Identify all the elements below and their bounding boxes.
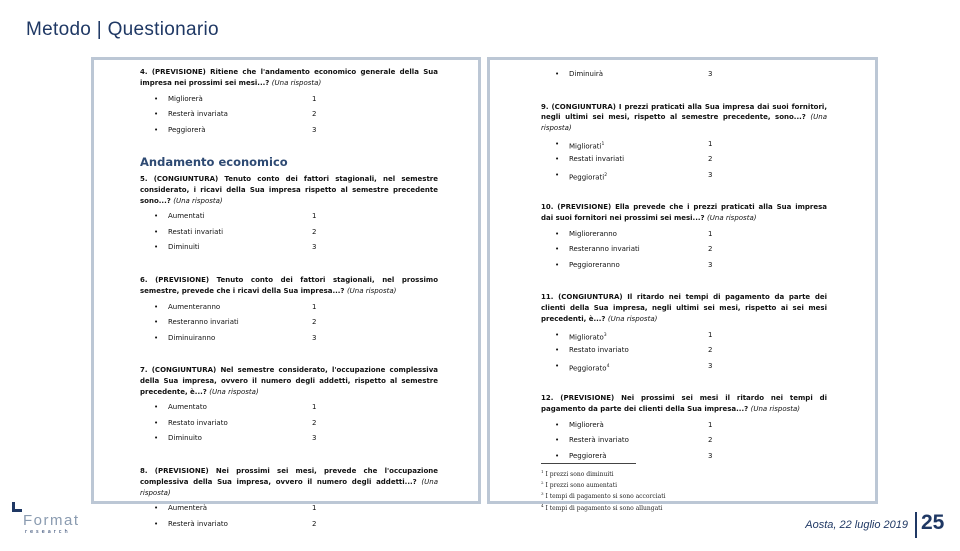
answer-option bbox=[140, 209, 438, 225]
option-text: Resteranno invariati bbox=[168, 318, 239, 327]
option-code: 3 bbox=[708, 70, 713, 78]
bullet-icon: • bbox=[154, 243, 159, 252]
option-label bbox=[168, 315, 239, 331]
bullet-icon: • bbox=[555, 260, 560, 269]
question-text bbox=[541, 202, 827, 224]
answer-options bbox=[541, 67, 827, 83]
option-text: Resterà invariato bbox=[569, 436, 629, 445]
option-label bbox=[168, 431, 202, 447]
option-text: Peggioreranno bbox=[569, 260, 620, 269]
option-code: 2 bbox=[708, 346, 713, 355]
option-code: 1 bbox=[312, 212, 317, 221]
logo-word: Format bbox=[23, 512, 80, 529]
option-code: 1 bbox=[312, 403, 317, 412]
footnote bbox=[541, 468, 666, 479]
bullet-icon: • bbox=[555, 139, 560, 148]
bullet-icon: • bbox=[555, 436, 560, 445]
option-code: 3 bbox=[708, 361, 713, 370]
option-label bbox=[168, 240, 200, 256]
question-text bbox=[541, 102, 827, 134]
option-label bbox=[569, 242, 640, 258]
question-label: 7. (CONGIUNTURA) Nel semestre considerato, l'occupazione complessiva della Sua impresa, ovvero il numero degli addetti, rispetto al semestre precedente, è...? bbox=[140, 366, 438, 396]
option-text: Resterà invariata bbox=[168, 110, 228, 119]
answer-option bbox=[541, 328, 827, 344]
option-text: Peggiorati bbox=[569, 173, 605, 182]
answer-option bbox=[140, 107, 438, 123]
footnote-text: I prezzi sono aumentati bbox=[545, 482, 618, 490]
bullet-icon: • bbox=[555, 245, 560, 254]
option-text: Migliorato bbox=[569, 333, 604, 342]
section-heading: Andamento economico bbox=[140, 155, 288, 170]
questionnaire-page-right bbox=[487, 57, 878, 512]
answer-options bbox=[140, 400, 438, 447]
option-text: Migliorati bbox=[569, 142, 602, 151]
answer-options bbox=[541, 227, 827, 274]
bullet-icon: • bbox=[154, 318, 159, 327]
answer-instruction: (Una risposta) bbox=[209, 387, 259, 396]
option-label bbox=[569, 258, 620, 274]
option-label bbox=[569, 152, 624, 168]
bullet-icon: • bbox=[154, 212, 159, 221]
answer-instruction: (Una risposta) bbox=[707, 214, 757, 223]
question-text bbox=[140, 275, 438, 297]
option-text: Resteranno invariati bbox=[569, 245, 640, 254]
question-label: 12. (PREVISIONE) Nei prossimi sei mesi il ritardo nei tempi di pagamento da parte dei clienti della Sua impresa...? bbox=[541, 394, 827, 414]
option-code: 2 bbox=[312, 418, 317, 427]
question-block bbox=[541, 292, 827, 374]
logo-subtitle: research bbox=[25, 529, 71, 535]
question-block bbox=[140, 67, 438, 138]
option-text: Restato invariato bbox=[569, 346, 629, 355]
answer-option bbox=[541, 433, 827, 449]
option-code: 3 bbox=[312, 333, 317, 342]
question-text bbox=[541, 393, 827, 415]
answer-option bbox=[140, 431, 438, 447]
option-code: 1 bbox=[312, 504, 317, 513]
answer-option bbox=[541, 418, 827, 434]
bullet-icon: • bbox=[154, 302, 159, 311]
footnote-ref: 1 bbox=[601, 141, 605, 147]
question-block bbox=[140, 275, 438, 346]
option-code: 3 bbox=[312, 125, 317, 134]
bullet-icon: • bbox=[555, 451, 560, 460]
question-label: 9. (CONGIUNTURA) I prezzi praticati alla Sua impresa dai suoi fornitori, negli ultimi sei mesi, rispetto al semestre precedente, sono...? bbox=[541, 102, 827, 122]
bullet-icon: • bbox=[555, 346, 560, 355]
footnote-divider bbox=[541, 463, 636, 464]
answer-option bbox=[140, 501, 438, 517]
option-code: 2 bbox=[708, 245, 713, 254]
answer-option bbox=[140, 300, 438, 316]
answer-option bbox=[541, 137, 827, 153]
footnote-ref: 3 bbox=[603, 332, 607, 338]
option-label bbox=[168, 123, 206, 139]
left-page-content bbox=[140, 67, 438, 551]
bullet-icon: • bbox=[555, 170, 560, 179]
footer-divider bbox=[915, 512, 917, 538]
option-label bbox=[569, 168, 607, 186]
answer-option bbox=[541, 152, 827, 168]
bullet-icon: • bbox=[154, 434, 159, 443]
bullet-icon: • bbox=[154, 333, 159, 342]
option-code: 1 bbox=[708, 229, 713, 238]
answer-option bbox=[140, 416, 438, 432]
option-code: 2 bbox=[708, 436, 713, 445]
footnotes bbox=[541, 463, 666, 513]
answer-option bbox=[541, 343, 827, 359]
answer-options bbox=[140, 300, 438, 347]
answer-options bbox=[140, 501, 438, 532]
question-block bbox=[140, 174, 438, 256]
option-label bbox=[168, 400, 207, 416]
bullet-icon: • bbox=[555, 155, 560, 164]
answer-option bbox=[541, 67, 827, 83]
option-text: Peggiorato bbox=[569, 364, 607, 373]
option-text: Migliorerà bbox=[569, 420, 604, 429]
answer-option bbox=[541, 258, 827, 274]
answer-option bbox=[140, 225, 438, 241]
option-label bbox=[569, 343, 629, 359]
answer-option bbox=[140, 240, 438, 256]
question-block bbox=[541, 393, 827, 464]
question-block bbox=[140, 466, 438, 532]
answer-option bbox=[541, 227, 827, 243]
option-text: Diminuito bbox=[168, 434, 202, 443]
answer-option bbox=[541, 359, 827, 375]
option-code: 1 bbox=[708, 420, 713, 429]
option-text: Restati invariati bbox=[168, 227, 224, 236]
question-label: 4. (PREVISIONE) Ritiene che l'andamento economico generale della Sua impresa nei prossimi sei mesi...? bbox=[140, 68, 438, 87]
question-text bbox=[140, 67, 438, 89]
answer-instruction: (Una risposta) bbox=[346, 286, 397, 295]
option-text: Aumenterà bbox=[168, 504, 208, 513]
question-text bbox=[541, 292, 827, 324]
option-code: 2 bbox=[312, 227, 317, 236]
bullet-icon: • bbox=[154, 403, 159, 412]
answer-option bbox=[140, 92, 438, 108]
option-code: 1 bbox=[708, 139, 713, 148]
option-code: 1 bbox=[312, 94, 317, 103]
option-text: Diminuiranno bbox=[168, 333, 216, 342]
question-block bbox=[541, 67, 827, 83]
option-label bbox=[168, 501, 207, 517]
bullet-icon: • bbox=[154, 227, 159, 236]
bullet-icon: • bbox=[555, 330, 560, 339]
answer-option bbox=[541, 242, 827, 258]
footnote bbox=[541, 490, 666, 501]
answer-option bbox=[140, 315, 438, 331]
answer-option bbox=[140, 123, 438, 139]
option-text: Diminuiti bbox=[168, 243, 200, 252]
option-label bbox=[168, 92, 203, 108]
footnote-text: I tempi di pagamento si sono allungati bbox=[545, 504, 663, 512]
bullet-icon: • bbox=[154, 125, 159, 134]
option-label bbox=[168, 209, 205, 225]
option-text: Restati invariati bbox=[569, 155, 625, 164]
answer-instruction: (Una risposta) bbox=[140, 477, 438, 497]
logo-mark-base-icon bbox=[12, 509, 22, 512]
option-code: 3 bbox=[312, 434, 317, 443]
answer-options bbox=[541, 418, 827, 465]
option-code: 1 bbox=[708, 330, 713, 339]
option-text: Peggiorerà bbox=[168, 125, 206, 134]
question-label: 10. (PREVISIONE) Ella prevede che i prezzi praticati alla Sua impresa dai suoi fornitori nei prossimi sei mesi...? bbox=[541, 203, 827, 223]
option-code: 2 bbox=[312, 519, 317, 528]
bullet-icon: • bbox=[154, 110, 159, 119]
option-label bbox=[569, 359, 609, 377]
footnote bbox=[541, 479, 666, 490]
footnote-text: I prezzi sono diminuiti bbox=[545, 471, 614, 478]
bullet-icon: • bbox=[154, 418, 159, 427]
bullet-icon: • bbox=[555, 420, 560, 429]
footnote-number: 1 bbox=[541, 469, 544, 474]
question-label: 11. (CONGIUNTURA) Il ritardo nei tempi di pagamento da parte dei clienti della Sua impresa, negli ultimi sei mesi, rispetto ai sei mesi precedenti, è...? bbox=[541, 293, 827, 324]
answer-option bbox=[140, 517, 438, 533]
option-code: 1 bbox=[312, 302, 317, 311]
bullet-icon: • bbox=[154, 504, 159, 513]
footnote-ref: 4 bbox=[606, 363, 610, 369]
option-text: Resterà invariato bbox=[168, 519, 228, 528]
option-label bbox=[168, 300, 220, 316]
question-label: 6. (PREVISIONE) Tenuto conto dei fattori stagionali, nel prossimo semestre, prevede che i ricavi della Sua impresa...? bbox=[140, 275, 438, 295]
question-block bbox=[541, 102, 827, 184]
footnote-number: 2 bbox=[541, 480, 544, 486]
option-text: Diminuirà bbox=[569, 70, 604, 78]
option-code: 3 bbox=[708, 260, 713, 269]
option-code: 3 bbox=[708, 170, 713, 179]
question-text bbox=[140, 466, 438, 498]
answer-instruction: (Una risposta) bbox=[750, 405, 801, 414]
question-label: 8. (PREVISIONE) Nei prossimi sei mesi, prevede che l'occupazione complessiva della Sua impresa, ovvero il numero degli addetti...? bbox=[140, 466, 438, 486]
answer-options bbox=[541, 137, 827, 184]
answer-instruction: (Una risposta) bbox=[607, 315, 658, 324]
answer-option bbox=[140, 400, 438, 416]
option-text: Aumentati bbox=[168, 212, 205, 221]
footnote-number: 3 bbox=[541, 491, 544, 497]
footnote-ref: 2 bbox=[604, 172, 608, 178]
footnote-text: I tempi di pagamento si sono accorciati bbox=[545, 493, 666, 501]
footer-date: Aosta, 22 luglio 2019 bbox=[805, 519, 908, 531]
answer-options bbox=[140, 209, 438, 256]
question-text bbox=[140, 174, 438, 206]
option-code: 3 bbox=[312, 243, 317, 252]
question-label: 5. (CONGIUNTURA) Tenuto conto dei fattori stagionali, nel semestre considerato, i ricavi della Sua impresa rispetto al semestre precedente sono...? bbox=[140, 175, 438, 205]
answer-option bbox=[140, 331, 438, 347]
option-text: Migliorerà bbox=[168, 94, 203, 103]
answer-options bbox=[140, 92, 438, 139]
page-number: 25 bbox=[921, 511, 945, 534]
option-label bbox=[168, 416, 228, 432]
footnote-number: 4 bbox=[541, 502, 544, 508]
option-text: Miglioreranno bbox=[569, 229, 617, 238]
question-text bbox=[140, 365, 438, 397]
option-label bbox=[168, 517, 228, 533]
question-block bbox=[140, 365, 438, 447]
bullet-icon: • bbox=[555, 229, 560, 238]
option-label bbox=[569, 418, 604, 434]
option-text: Aumentato bbox=[168, 403, 207, 412]
bullet-icon: • bbox=[555, 70, 560, 78]
answer-instruction: (Una risposta) bbox=[541, 113, 828, 133]
option-label bbox=[569, 227, 617, 243]
bullet-icon: • bbox=[555, 361, 560, 370]
questionnaire-page-left bbox=[91, 57, 481, 528]
answer-instruction: (Una risposta) bbox=[271, 78, 322, 87]
bullet-icon: • bbox=[154, 94, 159, 103]
option-label bbox=[569, 67, 603, 83]
footnote bbox=[541, 502, 666, 513]
option-code: 2 bbox=[708, 155, 713, 164]
answer-instruction: (Una risposta) bbox=[173, 196, 223, 205]
option-text: Peggiorerà bbox=[569, 451, 607, 460]
option-text: Restato invariato bbox=[168, 418, 228, 427]
option-label bbox=[168, 331, 215, 347]
option-text: Aumenteranno bbox=[168, 302, 221, 311]
option-label bbox=[569, 433, 629, 449]
slide-title: Metodo | Questionario bbox=[26, 19, 219, 40]
option-code: 2 bbox=[312, 110, 317, 119]
option-code: 2 bbox=[312, 318, 317, 327]
option-label bbox=[168, 225, 223, 241]
bullet-icon: • bbox=[154, 519, 159, 528]
question-block bbox=[541, 202, 827, 273]
option-label bbox=[168, 107, 228, 123]
option-code: 3 bbox=[708, 451, 713, 460]
answer-option bbox=[541, 168, 827, 184]
answer-options bbox=[541, 328, 827, 375]
